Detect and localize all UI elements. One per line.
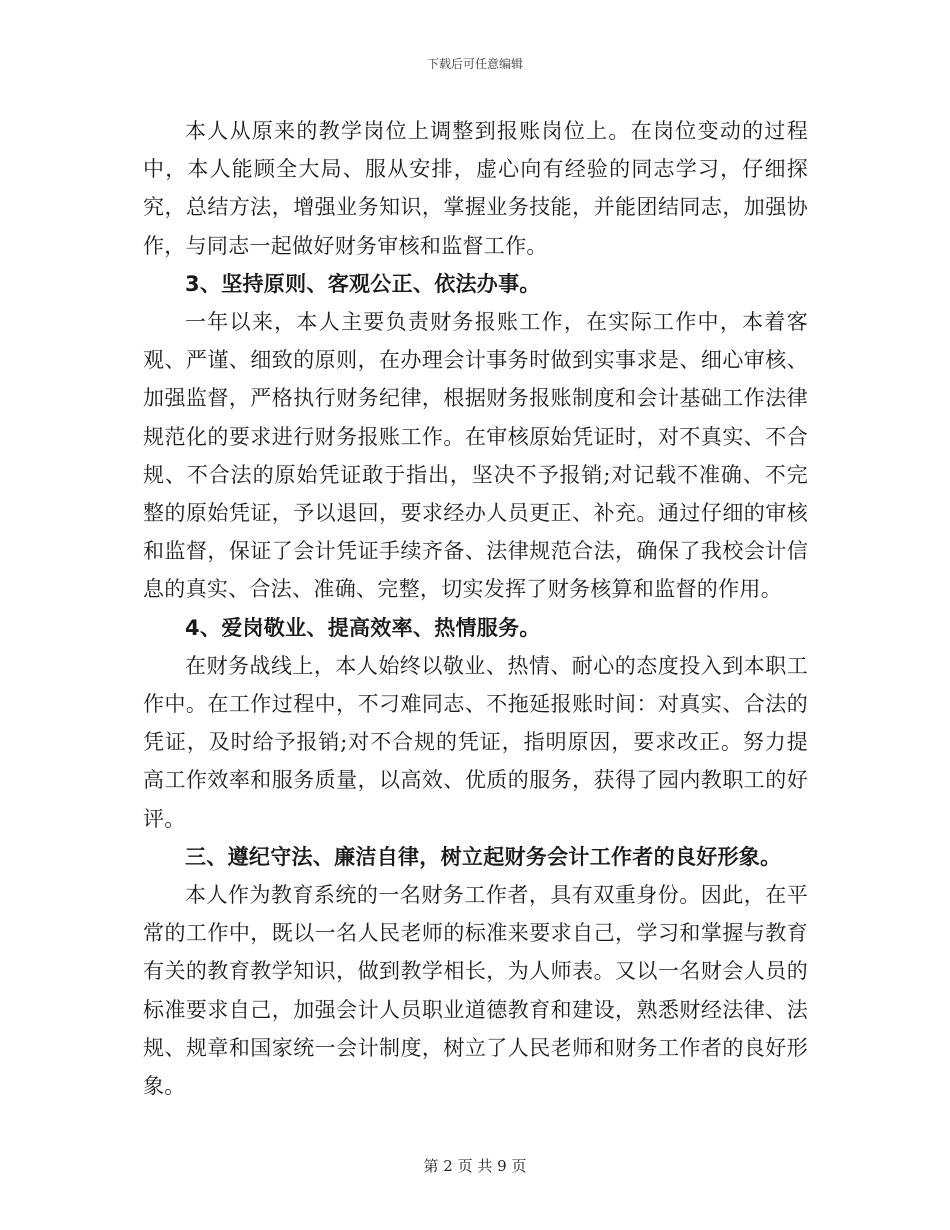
paragraph-principles: 一年以来，本人主要负责财务报账工作，在实际工作中，本着客观、严谨、细致的原则，在办理会计事务时做到实事求是、细心审核、加强监督，严格执行财务纪律，根据财务报账制度和会计基础工作法律规范化的要求进行财务报账工作。在审核原始凭证时，对不真实、不合规、不合法的原始凭证敢于指出，坚决不予报销;对记载不准确、不完整的原始凭证，予以退回，要求经办人员更正、补充。通过仔细的审核和监督，保证了会计凭证手续齐备、法律规范合法，确保了我校会计信息的真实、合法、准确、完整，切实发挥了财务核算和监督的作用。 <box>143 310 808 602</box>
page-number: 第 2 页 共 9 页 <box>423 1157 527 1175</box>
header-note: 下载后可任意编辑 <box>426 57 523 71</box>
paragraph-job-transfer: 本人从原来的教学岗位上调整到报账岗位上。在岗位变动的过程中，本人能顾全大局、服从安排，虚心向有经验的同志学习，仔细探究，总结方法，增强业务知识，掌握业务技能，并能团结同志，加强协作，与同志一起做好财务审核和监督工作。 <box>143 119 808 258</box>
document-body <box>143 112 808 1105</box>
section-heading-principles: 3、坚持原则、客观公正、依法办事。 <box>185 271 541 296</box>
section-heading-discipline: 三、遵纪守法、廉洁自律，树立起财务会计工作者的良好形象。 <box>185 844 782 869</box>
section-heading-dedication: 4、爱岗敬业、提高效率、热情服务。 <box>185 615 541 640</box>
paragraph-dedication: 在财务战线上，本人始终以敬业、热情、耐心的态度投入到本职工作中。在工作过程中，不刁难同志、不拖延报账时间：对真实、合法的凭证，及时给予报销;对不合规的凭证，指明原因，要求改正。努力提高工作效率和服务质量，以高效、优质的服务，获得了园内教职工的好评。 <box>143 653 808 831</box>
paragraph-discipline: 本人作为教育系统的一名财务工作者，具有双重身份。因此，在平常的工作中，既以一名人民老师的标准来要求自己，学习和掌握与教育有关的教育教学知识，做到教学相长，为人师表。又以一名财会人员的标准要求自己，加强会计人员职业道德教育和建设，熟悉财经法律、法规、规章和国家统一会计制度，树立了人民老师和财务工作者的良好形象。 <box>143 883 808 1099</box>
